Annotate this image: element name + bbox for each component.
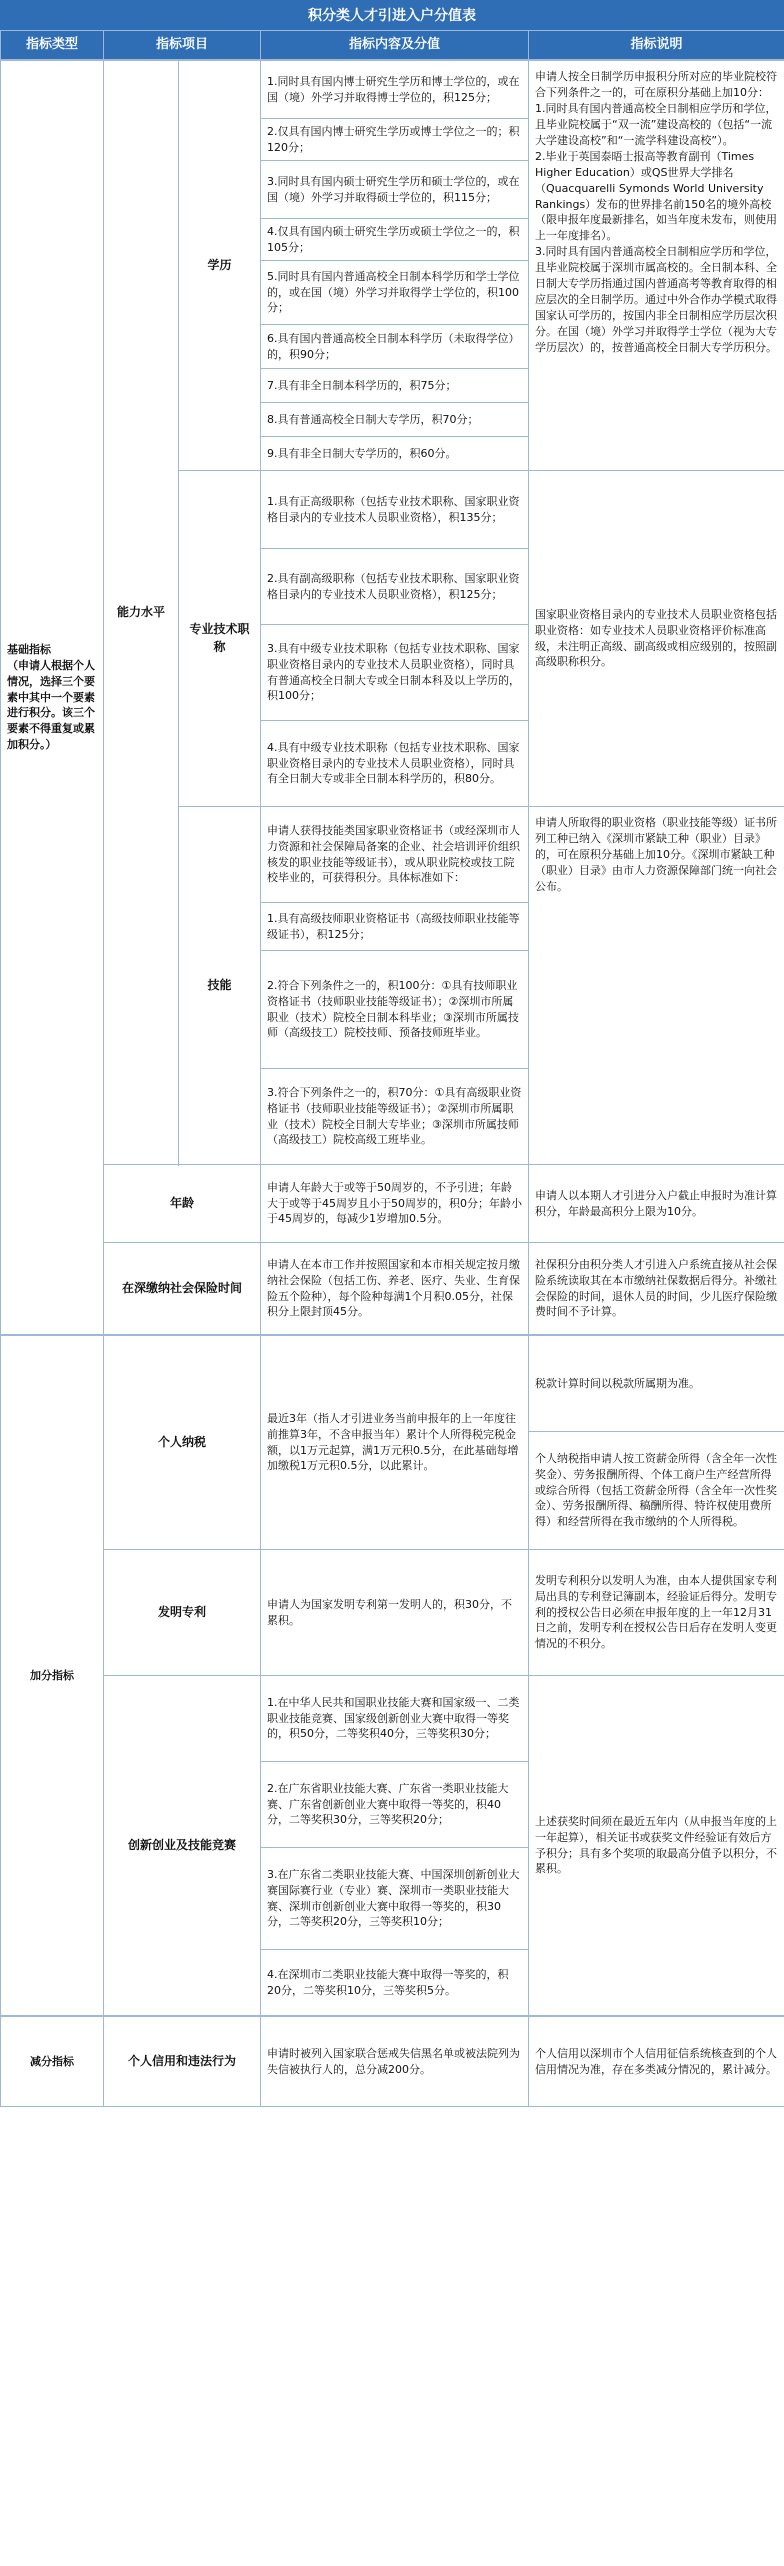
header-item: 指标项目 — [104, 31, 261, 60]
tax-cell: 个人纳税 — [104, 1336, 261, 1550]
age-note: 申请人以本期人才引进分入户截止申报时为准计算积分，年龄最高积分上限为10分。 — [529, 1165, 784, 1243]
extra-indicator-cell: 加分指标 — [1, 1336, 104, 2016]
skills-item: 3.符合下列条件之一的，积70分：①具有高级职业资格证书（技师职业技能等级证书）；②深圳市所属职业（技术）院校全日制大专毕业；③深圳市所属技师（高级技工）院校高级工班毕业。 — [261, 1069, 529, 1165]
points-table — [0, 30, 784, 60]
credit-cell: 个人信用和违法行为 — [104, 2017, 261, 2107]
prof-title-item: 4.具有中级专业技术职称（包括专业技术职称、国家职业资格目录内的专业技术人员职业资格），同时具有全日制大专或非全日制本科学历的，积80分。 — [261, 721, 529, 807]
contest-item: 2.在广东省职业技能大赛、广东省一类职业技能大赛、广东省创新创业大赛中取得一等奖的，积40分，二等奖积30分，三等奖积20分； — [261, 1762, 529, 1848]
patent-content: 申请人为国家发明专利第一发明人的，积30分，不累积。 — [261, 1550, 529, 1676]
basic-table — [0, 60, 784, 1335]
prof-title-item: 1.具有正高级职称（包括专业技术职称、国家职业资格目录内的专业技术人员职业资格），积135分； — [261, 471, 529, 549]
header-type: 指标类型 — [1, 31, 104, 60]
contest-item: 4.在深圳市二类职业技能大赛中取得一等奖的，积20分，二等奖积10分，三等奖积5分。 — [261, 1950, 529, 2016]
social-content: 申请人在本市工作并按照国家和本市相关规定按月缴纳社会保险（包括工伤、养老、医疗、失业、生育保险五个险种），每个险种每满1个月积0.05分，社保积分上限封顶45分。 — [261, 1243, 529, 1335]
tax-content: 最近3年（指人才引进业务当前申报年的上一年度往前推算3年，不含申报当年）累计个人所得税完税金额，以1万元起算，满1万元积0.5分，在此基础每增加缴税1万元积0.5分，以此累计。 — [261, 1336, 529, 1550]
extra-table — [0, 1335, 784, 2016]
tax-note-1: 税款计算时间以税款所属期为准。 — [529, 1336, 784, 1432]
basic-indicator-label: 基础指标 — [7, 642, 51, 656]
social-note: 社保积分由积分类人才引进入户系统直接从社会保险系统读取其在本市缴纳社保数据后得分。补缴社会保险的时间，退休人员的时间，少儿医疗保险缴费时间不予计算。 — [529, 1243, 784, 1335]
header-content: 指标内容及分值 — [261, 31, 529, 60]
prof-title-item: 3.具有中级专业技术职称（包括专业技术职称、国家职业资格目录内的专业技术人员职业资格），同时具有普通高校全日制大专或全日制本科及以上学历的，积100分； — [261, 625, 529, 721]
contest-item: 1.在中华人民共和国职业技能大赛和国家级一、二类职业技能竞赛、国家级创新创业大赛中取得一等奖的，积50分，二等奖积40分，三等奖积30分； — [261, 1676, 529, 1762]
basic-indicator-desc: （申请人根据个人情况，选择三个要素中其中一个要素进行积分。该三个要素不得重复或累加积分。） — [7, 658, 95, 752]
education-item: 2.仅具有国内博士研究生学历或博士学位之一的；积120分； — [261, 119, 529, 161]
contest-cell: 创新创业及技能竞赛 — [104, 1676, 261, 2016]
contest-note: 上述获奖时间须在最近五年内（从申报当年度的上一年起算），相关证书或获奖文件经验证有效后方予积分；具有多个奖项的取最高分值予以积分，不累积。 — [529, 1676, 784, 2016]
prof-title-item: 2.具有副高级职称（包括专业技术职称、国家职业资格目录内的专业技术人员职业资格），积125分； — [261, 549, 529, 625]
credit-note: 个人信用以深圳市个人信用征信系统核查到的个人信用情况为准，存在多类减分情况的，累计减分。 — [529, 2017, 784, 2107]
professional-title-cell: 专业技术职称 — [179, 471, 261, 807]
education-cell: 学历 — [179, 61, 261, 471]
age-content: 申请人年龄大于或等于50周岁的，不予引进；年龄大于或等于45周岁且小于50周岁的，积0分；年龄小于45周岁的，每减少1岁增加0.5分。 — [261, 1165, 529, 1243]
minus-table — [0, 2016, 784, 2107]
education-item: 5.同时具有国内普通高校全日制本科学历和学士学位的，或在国（境）外学习并取得学士学位的，积100分； — [261, 261, 529, 325]
minus-indicator-cell: 减分指标 — [1, 2017, 104, 2107]
education-note: 申请人按全日制学历申报积分所对应的毕业院校符合下列条件之一的，可在原积分基础上加10分： 1.同时具有国内普通高校全日制相应学历和学位，且毕业院校属于“双一流”建设高校的（包括“一流大学建设高校”和“一流学科建设高校”）。 2.毕业于英国泰晤士报高等教育副刊（Times Higher Education）或QS世界大学排名（Quacquarelli Symonds World University Rankings）发布的世界排名前150名的境外高校（限申报年度最新排名，如当年度未发布，则使用上一年度排名）。 3.同时具有国内普通高校全日制相应学历和学位，且毕业院校属于深圳市属高校的。全日制本科、全日制大专学历指通过国内普通高考等教育取得的相应层次的全日制学历。通过中外合作办学模式取得国家认可学历的，按国内非全日制相应学历层次积分。在国（境）外学习并取得学士学位（视为大专学历层次）的，按普通高校全日制大专学历积分。 — [529, 61, 784, 471]
skills-intro: 申请人获得技能类国家职业资格证书（或经深圳市人力资源和社会保障局备案的企业、社会培训评价组织核发的职业技能等级证书），或从职业院校或技工院校毕业的，可获得积分。具体标准如下： — [261, 807, 529, 903]
education-item: 4.仅具有国内硕士研究生学历或硕士学位之一的，积105分； — [261, 219, 529, 261]
social-insurance-cell: 在深缴纳社会保险时间 — [104, 1243, 261, 1335]
basic-indicator-cell — [1, 61, 104, 1335]
skills-item: 1.具有高级技师职业资格证书（高级技师职业技能等级证书），积125分； — [261, 903, 529, 951]
education-item: 8.具有普通高校全日制大专学历，积70分； — [261, 403, 529, 437]
tax-note-2: 个人纳税指申请人按工资薪金所得（含全年一次性奖金）、劳务报酬所得、个体工商户生产经营所得或综合所得（包括工资薪金所得（含全年一次性奖金）、劳务报酬所得、稿酬所得、特许权使用费所得）和经营所得在我市缴纳的个人所得税。 — [529, 1432, 784, 1550]
contest-item: 3.在广东省二类职业技能大赛、中国深圳创新创业大赛国际赛行业（专业）赛、深圳市一类职业技能大赛、深圳市创新创业大赛中取得一等奖的，积30分，二等奖积20分，三等奖积10分； — [261, 1848, 529, 1950]
header-note: 指标说明 — [529, 31, 784, 60]
education-item: 7.具有非全日制本科学历的，积75分； — [261, 369, 529, 403]
education-item: 3.同时具有国内硕士研究生学历和硕士学位的，或在国（境）外学习并取得硕士学位的，积115分； — [261, 161, 529, 219]
ability-level-cell: 能力水平 — [104, 61, 179, 1165]
age-cell: 年龄 — [104, 1165, 261, 1243]
skills-note: 申请人所取得的职业资格（职业技能等级）证书所列工种已纳入《深圳市紧缺工种（职业）目录》的，可在原积分基础上加10分。《深圳市紧缺工种（职业）目录》由市人力资源保障部门统一向社会公布。 — [529, 807, 784, 1165]
credit-content: 申请时被列入国家联合惩戒失信黑名单或被法院列为失信被执行人的，总分减200分。 — [261, 2017, 529, 2107]
education-item: 1.同时具有国内博士研究生学历和博士学位的，或在国（境）外学习并取得博士学位的，积125分； — [261, 61, 529, 119]
skills-item: 2.符合下列条件之一的，积100分：①具有技师职业资格证书（技师职业技能等级证书）；②深圳市所属职业（技术）院校全日制本科毕业；③深圳市所属技师（高级技工）院校技师、预备技师班毕业。 — [261, 951, 529, 1069]
skills-cell: 技能 — [179, 807, 261, 1165]
page-title: 积分类人才引进入户分值表 — [0, 0, 784, 30]
patent-note: 发明专利积分以发明人为准，由本人提供国家专利局出具的专利登记簿副本，经验证后得分。发明专利的授权公告日必须在申报年度的上一年12月31日之前，发明专利在授权公告日后存在发明人变更情况的不积分。 — [529, 1550, 784, 1676]
patent-cell: 发明专利 — [104, 1550, 261, 1676]
education-item: 9.具有非全日制大专学历的，积60分。 — [261, 437, 529, 471]
header-row — [1, 31, 784, 60]
education-item: 6.具有国内普通高校全日制本科学历（未取得学位）的，积90分； — [261, 325, 529, 369]
prof-title-note: 国家职业资格目录内的专业技术人员职业资格包括职业资格：如专业技术人员职业资格评价标准高级，未注明正高级、副高级或相应级别的，按照副高级职称积分。 — [529, 471, 784, 807]
